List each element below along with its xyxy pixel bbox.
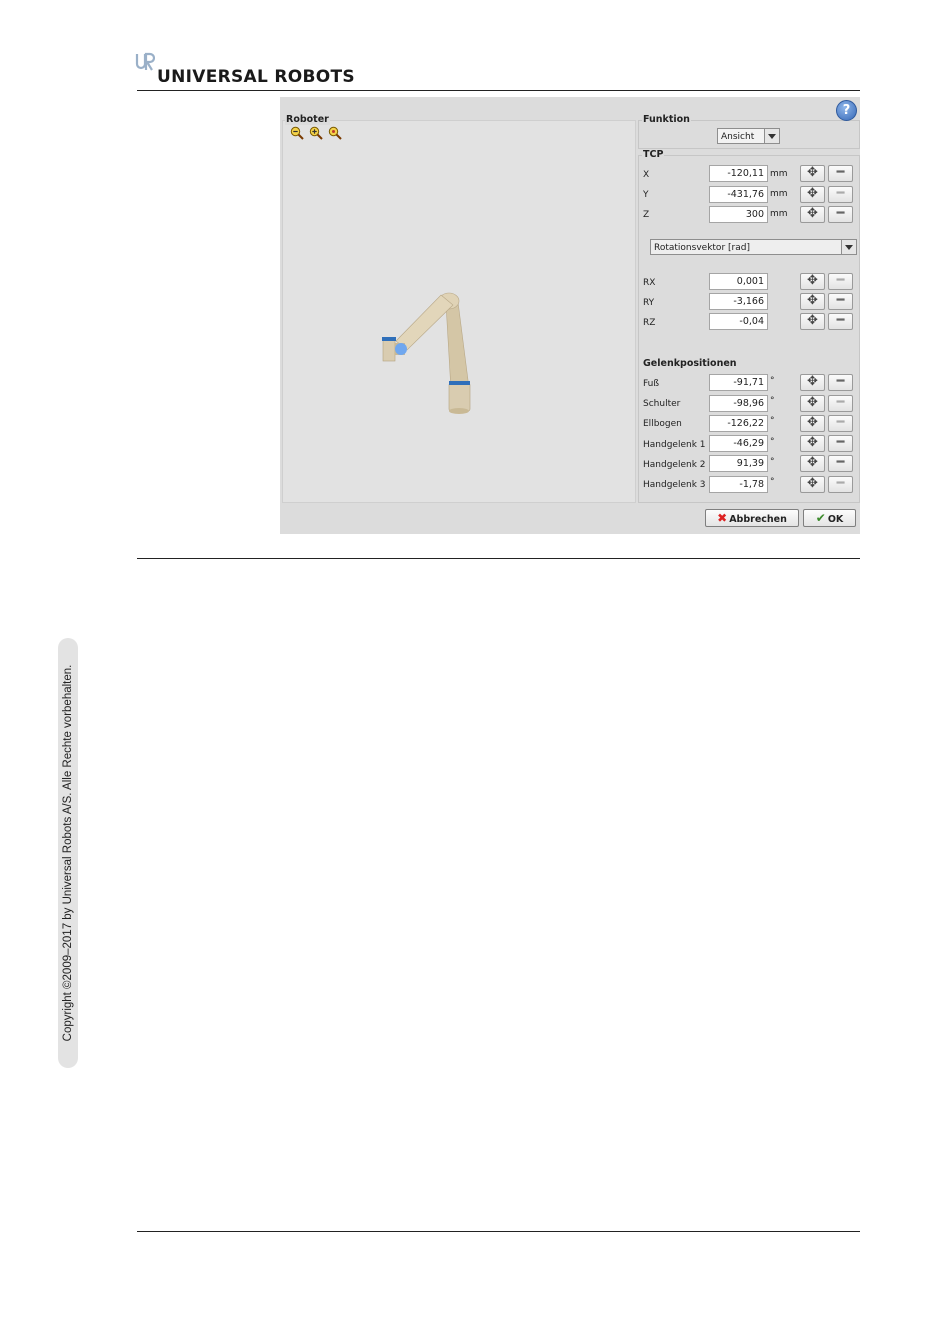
ry-input[interactable]: -3,166 <box>709 293 768 310</box>
joint-wrist1-input[interactable]: -46,29 <box>709 435 768 452</box>
chevron-down-icon <box>764 129 779 143</box>
tcp-x-unit: mm <box>770 169 788 179</box>
joint-wrist3-minus-button[interactable]: ━ <box>828 476 853 493</box>
chevron-down-icon <box>841 240 856 254</box>
zoom-out-icon[interactable] <box>290 126 304 140</box>
joint-wrist1-minus-button[interactable]: ━ <box>828 435 853 452</box>
function-group-title: Funktion <box>643 114 690 125</box>
joint-wrist2-label: Handgelenk 2 <box>643 460 706 470</box>
joint-wrist1-unit: ° <box>770 437 775 447</box>
robot-group-title: Roboter <box>286 114 329 125</box>
joint-wrist3-label: Handgelenk 3 <box>643 480 706 490</box>
joint-elbow-minus-button[interactable]: ━ <box>828 415 853 432</box>
tcp-z-input[interactable]: 300 <box>709 206 768 223</box>
joint-wrist2-unit: ° <box>770 457 775 467</box>
footer-divider <box>137 1231 860 1232</box>
joint-elbow-plus-button[interactable]: ✥ <box>800 415 825 432</box>
tcp-z-label: Z <box>643 210 650 220</box>
joint-wrist2-minus-button[interactable]: ━ <box>828 455 853 472</box>
tcp-y-unit: mm <box>770 189 788 199</box>
brand-name: UNIVERSAL ROBOTS <box>157 67 355 87</box>
ur-logo-icon <box>135 52 155 72</box>
robot-arm-model <box>283 121 635 502</box>
ok-button-label: OK <box>827 514 844 525</box>
joint-base-plus-button[interactable]: ✥ <box>800 374 825 391</box>
joint-shoulder-plus-button[interactable]: ✥ <box>800 395 825 412</box>
cancel-button-label: Abbrechen <box>729 514 787 525</box>
joint-elbow-label: Ellbogen <box>643 419 682 429</box>
joint-wrist1-plus-button[interactable]: ✥ <box>800 435 825 452</box>
zoom-fit-icon[interactable] <box>328 126 342 140</box>
joint-shoulder-label: Schulter <box>643 399 681 409</box>
joint-base-unit: ° <box>770 376 775 386</box>
tcp-x-minus-button[interactable]: ━ <box>828 165 853 182</box>
joint-base-input[interactable]: -91,71 <box>709 374 768 391</box>
check-icon: ✔ <box>815 511 826 525</box>
joint-shoulder-minus-button[interactable]: ━ <box>828 395 853 412</box>
tcp-z-plus-button[interactable]: ✥ <box>800 206 825 223</box>
header-divider <box>137 90 860 91</box>
joint-shoulder-input[interactable]: -98,96 <box>709 395 768 412</box>
rx-plus-button[interactable]: ✥ <box>800 273 825 290</box>
ok-button[interactable] <box>803 509 856 527</box>
joint-wrist2-plus-button[interactable]: ✥ <box>800 455 825 472</box>
ry-minus-button[interactable]: ━ <box>828 293 853 310</box>
tcp-z-unit: mm <box>770 209 788 219</box>
robot-3d-viewport[interactable] <box>282 120 636 503</box>
tcp-z-minus-button[interactable]: ━ <box>828 206 853 223</box>
ry-plus-button[interactable]: ✥ <box>800 293 825 310</box>
joint-positions-title: Gelenkpositionen <box>643 358 737 369</box>
copyright-text: Copyright ©2009–2017 by Universal Robots A/S. Alle Rechte vorbehalten. <box>62 664 74 1042</box>
tcp-x-input[interactable]: -120,11 <box>709 165 768 182</box>
ry-label: RY <box>643 298 655 308</box>
tcp-x-plus-button[interactable]: ✥ <box>800 165 825 182</box>
zoom-in-icon[interactable] <box>309 126 323 140</box>
joint-wrist3-plus-button[interactable]: ✥ <box>800 476 825 493</box>
rx-minus-button[interactable]: ━ <box>828 273 853 290</box>
tcp-group-title: TCP <box>643 149 664 160</box>
tcp-y-input[interactable]: -431,76 <box>709 186 768 203</box>
joint-elbow-input[interactable]: -126,22 <box>709 415 768 432</box>
help-icon[interactable]: ? <box>836 100 857 121</box>
joint-elbow-unit: ° <box>770 416 775 426</box>
rotation-format-select[interactable] <box>650 239 857 255</box>
rx-label: RX <box>643 278 656 288</box>
rx-input[interactable]: 0,001 <box>709 273 768 290</box>
joint-shoulder-unit: ° <box>770 396 775 406</box>
section-divider <box>137 558 860 559</box>
joint-wrist3-unit: ° <box>770 477 775 487</box>
joint-wrist2-input[interactable]: 91,39 <box>709 455 768 472</box>
rz-plus-button[interactable]: ✥ <box>800 313 825 330</box>
copyright-sidebar <box>58 638 78 1068</box>
joint-base-minus-button[interactable]: ━ <box>828 374 853 391</box>
tcp-y-label: Y <box>643 190 649 200</box>
rotation-format-value: Rotationsvektor [rad] <box>654 243 750 253</box>
pose-editor-dialog <box>280 97 860 534</box>
cancel-button[interactable] <box>705 509 799 527</box>
tcp-y-plus-button[interactable]: ✥ <box>800 186 825 203</box>
rz-input[interactable]: -0,04 <box>709 313 768 330</box>
tcp-x-label: X <box>643 170 650 180</box>
close-icon: ✖ <box>717 511 728 525</box>
tcp-y-minus-button[interactable]: ━ <box>828 186 853 203</box>
joint-base-label: Fuß <box>643 379 660 389</box>
joint-wrist1-label: Handgelenk 1 <box>643 440 706 450</box>
rz-minus-button[interactable]: ━ <box>828 313 853 330</box>
function-select[interactable] <box>717 128 780 144</box>
joint-wrist3-input[interactable]: -1,78 <box>709 476 768 493</box>
function-select-value: Ansicht <box>721 132 755 142</box>
rz-label: RZ <box>643 318 656 328</box>
